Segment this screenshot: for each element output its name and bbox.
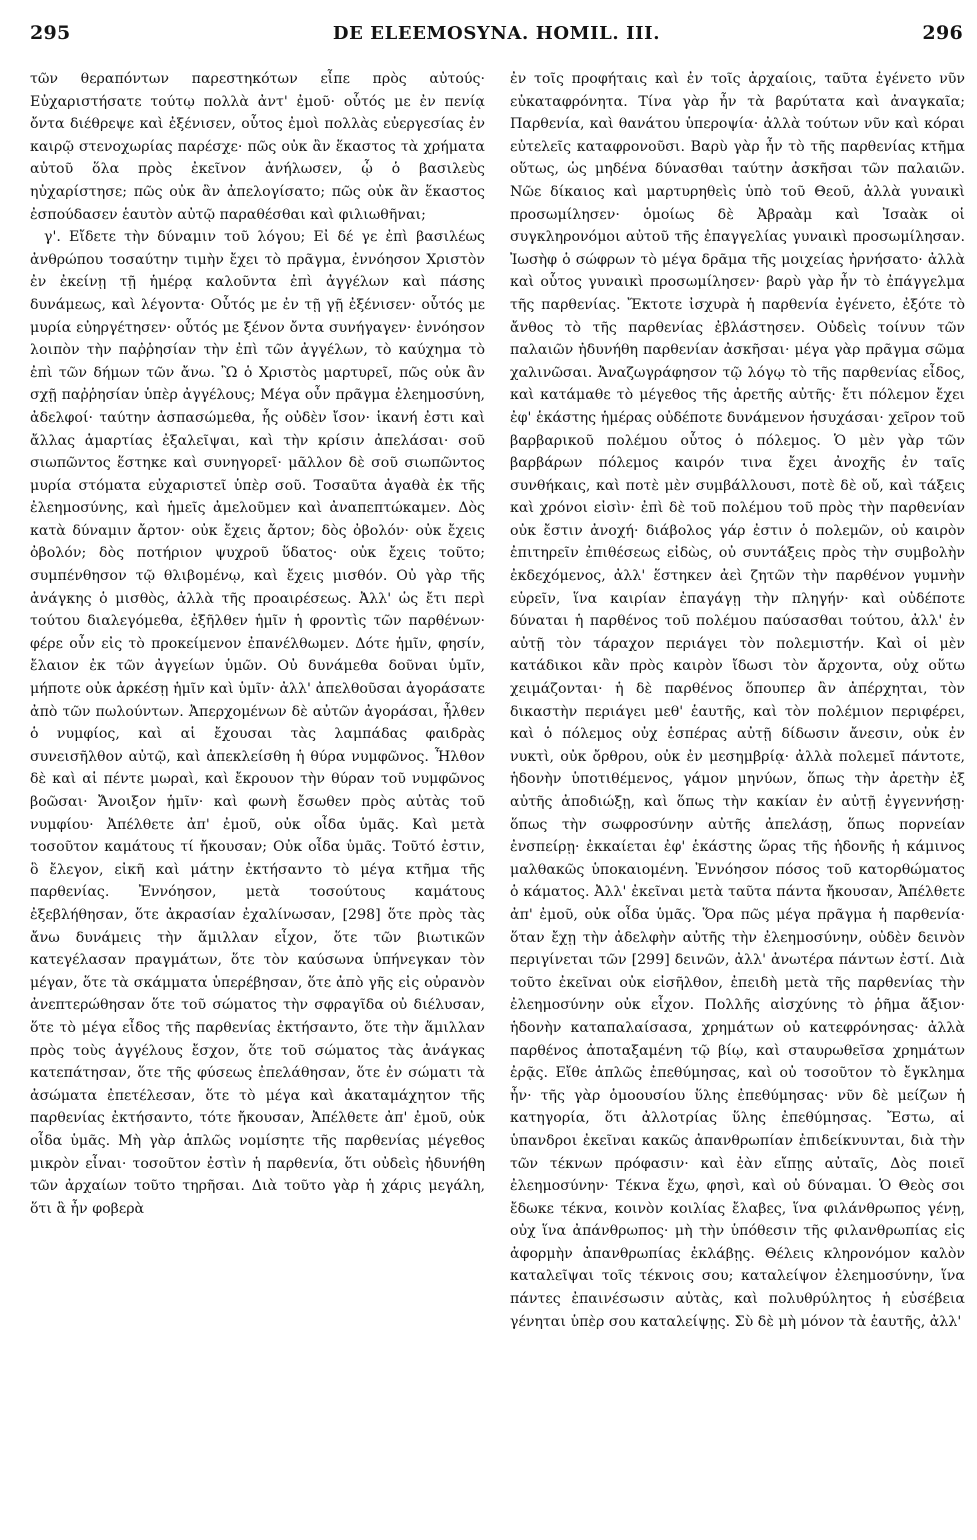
running-title: DE ELEEMOSYNA. HOMIL. III. xyxy=(332,23,661,44)
paragraph: τῶν θεραπόντων παρεστηκότων εἶπε πρὸς αὐτούς· Εὐχαριστήσατε τούτῳ πολλὰ ἀντ' ἐμοῦ· οὗτός με ἐν πενίᾳ ὄντα διέθρεψε καὶ ἐξένισεν, οὗτος ἐμοὶ πολλὰς εὐεργεσίας ἐν καιρῷ στενοχωρίας παρέσχε· πῶς οὐκ ἂν ἕκαστος τὰ χρήματα αὐτοῦ ὅλα πρὸς ἐκεῖνον ἀνήλωσεν, ᾧ ὁ βασιλεὺς ηὐχαρίστησε; πῶς οὐκ ἂν ἀπελογίσατο; πῶς οὐκ ἂν ἕκαστος ἐσπούδασεν ἑαυτὸν αὐτῷ παραθέσθαι καὶ φιλιωθῆναι; xyxy=(30,71,485,223)
running-header xyxy=(30,14,963,44)
right-column xyxy=(510,68,965,1538)
left-column xyxy=(30,68,485,1538)
paragraph: γ'. Εἴδετε τὴν δύναμιν τοῦ λόγου; Εἰ δέ γε ἐπὶ βασιλέως ἀνθρώπου τοσαύτην τιμὴν ἔχει τὸ πρᾶγμα, ἐννόησον Χριστὸν ἐν ἐκείνῃ τῇ ἡμέρᾳ καλοῦντα ἐπὶ ἀγγέλων καὶ πάσης δυνάμεως, καὶ λέγοντα· Οὗτός με ἐν τῇ γῇ ἐξένισεν· οὗτός με μυρία εὐηργέτησεν· οὗτός με ξένον ὄντα συνήγαγεν· ἐννόησον λοιπὸν τὴν παῤῥησίαν τὴν ἐπὶ τῶν ἀγγέλων, τὸ καύχημα τὸ ἐπὶ τῶν δήμων τῶν ἄνω. Ὢ ὁ Χριστὸς μαρτυρεῖ, πῶς οὐκ ἂν σχῇ παῤῥησίαν ὑπὲρ ἀγγέλους; Μέγα οὖν πρᾶγμα ἐλεημοσύνη, ἀδελφοί· ταύτην ἀσπασώμεθα, ἧς οὐδὲν ἴσον· ἱκανή ἐστι καὶ ἄλλας ἁμαρτίας ἐξαλεῖψαι, καὶ τὴν κρίσιν ἀπελάσαι· σοῦ σιωπῶντος ἕστηκε καὶ συνηγορεῖ· μᾶλλον δὲ σοῦ σιωπῶντος μυρία στόματα εὐχαριστεῖ ὑπὲρ σοῦ. Τοσαῦτα ἀγαθὰ ἐκ τῆς ἐλεημοσύνης, καὶ ἡμεῖς ἀμελοῦμεν καὶ ἀναπεπτώκαμεν. Δὸς κατὰ δύναμιν ἄρτον· οὐκ ἔχεις ἄρτον; δὸς ὀβολόν· οὐκ ἔχεις ὀβολόν; δὸς ποτήριον ψυχροῦ ὕδατος· οὐκ ἔχεις τοῦτο; συμπένθησον τῷ θλιβομένῳ, καὶ ἔχεις μισθόν. Οὐ γὰρ τῆς ἀνάγκης ὁ μισθὸς, ἀλλὰ τῆς προαιρέσεως. Ἀλλ' ὡς ἔτι περὶ τούτου διαλεγόμεθα, ἐξῆλθεν ἡμῖν ἡ φροντὶς τῶν παρθένων· φέρε οὖν εἰς τὸ προκείμενον ἐπανέλθωμεν. Δότε ἡμῖν, φησίν, ἔλαιον ἐκ τῶν ἀγγείων ὑμῶν. Οὐ δυνάμεθα δοῦναι ὑμῖν, μήποτε οὐκ ἀρκέσῃ ἡμῖν καὶ ὑμῖν· ἀλλ' ἀπελθοῦσαι ἀγοράσατε ἀπὸ τῶν πωλούντων. Ἀπερχομένων δὲ αὐτῶν ἀγοράσαι, ἦλθεν ὁ νυμφίος, καὶ αἱ ἔχουσαι τὰς λαμπάδας φαιδρὰς συνεισῆλθον αὐτῷ, καὶ ἀπεκλείσθη ἡ θύρα νυμφῶνος. Ἦλθον δὲ καὶ αἱ πέντε μωραὶ, καὶ ἔκρουον τὴν θύραν τοῦ νυμφῶνος βοῶσαι· Ἄνοιξον ἡμῖν· καὶ φωνὴ ἔσωθεν πρὸς αὐτὰς τοῦ νυμφίου· Ἀπέλθετε ἀπ' ἐμοῦ, οὐκ οἶδα ὑμᾶς. Καὶ μετὰ τοσοῦτον καμάτους τί ἤκουσαν; Οὐκ οἶδα ὑμᾶς. Τοῦτό ἐστιν, ὃ ἔλεγον, εἰκῆ καὶ μάτην ἐκτήσαντο τὸ μέγα κτῆμα τῆς παρθενίας. Ἐννόησον, μετὰ τοσούτους καμάτους ἐξεβλήθησαν, ὅτε ἀκρασίαν ἐχαλίνωσαν, [298] ὅτε πρὸς τὰς ἄνω δυνάμεις τὴν ἅμιλλαν εἶχον, ὅτε τῶν βιωτικῶν κατεγέλασαν πραγμάτων, ὅτε τὸν καύσωνα ὑπήνεγκαν τὸν μέγαν, ὅτε τὰ σκάμματα ὑπερέβησαν, ὅτε ἀπὸ γῆς εἰς οὐρανὸν ἀνεπτερώθησαν ὅτε τοῦ σώματος τὴν σφραγῖδα οὐ διέλυσαν, ὅτε τὸ μέγα εἶδος τῆς παρθενίας ἐκτήσαντο, ὅτε τὴν ἅμιλλαν πρὸς τοὺς ἀγγέλους ἔσχον, ὅτε τοῦ σώματος τὰς ἀνάγκας κατεπάτησαν, ὅτε τῆς φύσεως ἐπελάθησαν, ὅτε ἐν σώματι τὰ ἀσώματα ἐπετέλεσαν, ὅτε τὸ μέγα καὶ ἀκαταμάχητον τῆς παρθενίας ἐκτήσαντο, τότε ἤκουσαν, Ἀπέλθετε ἀπ' ἐμοῦ, οὐκ οἶδα ὑμᾶς. Μὴ γὰρ ἁπλῶς νομίσητε τῆς παρθενίας μέγεθος μικρὸν εἶναι· τοσοῦτον ἐστὶν ἡ παρθενία, ὅτι οὐδεὶς ἠδυνήθη τῶν ἀρχαίων τοῦτο τηρῆσαι. Διὰ τοῦτο γὰρ ἡ χάρις μεγάλη, ὅτι ἃ ἦν φοβερὰ xyxy=(30,229,485,1217)
page-number-left: 295 xyxy=(30,22,71,44)
page-number-right: 296 xyxy=(922,22,963,44)
paragraph: ἐν τοῖς προφήταις καὶ ἐν τοῖς ἀρχαίοις, ταῦτα ἐγένετο νῦν εὐκαταφρόνητα. Τίνα γὰρ ἦν τὰ βαρύτατα καὶ ἀναγκαῖα; Παρθενία, καὶ θανάτου ὑπεροψία· ἀλλὰ τούτων νῦν καὶ κόραι εὐτελεῖς καταφρονοῦσι. Βαρὺ γὰρ ἦν τὸ τῆς παρθενίας κτῆμα οὕτως, ὡς μηδένα δύνασθαι ταύτην ἀσκῆσαι τῶν παλαιῶν. Νῶε δίκαιος καὶ μαρτυρηθεὶς ὑπὸ τοῦ Θεοῦ, ἀλλὰ γυναικὶ προσωμίλησεν· ὁμοίως δὲ Ἀβραὰμ καὶ Ἰσαὰκ οἱ συγκληρονόμοι αὐτοῦ τῆς ἐπαγγελίας γυναικὶ προσωμίλησαν. Ἰωσὴφ ὁ σώφρων τὸ μέγα δρᾶμα τῆς μοιχείας ἠρνήσατο· ἀλλὰ καὶ οὗτος γυναικὶ προσωμίλησεν· βαρὺ γὰρ ἦν τὸ ἐπάγγελμα τῆς παρθενίας. Ἔκτοτε ἰσχυρὰ ἡ παρθενία ἐγένετο, ἐξότε τὸ ἄνθος τὸ τῆς παρθενίας ἐβλάστησεν. Οὐδεὶς τοίνυν τῶν παλαιῶν ἠδυνήθη παρθενίαν ἀσκῆσαι· μέγα γὰρ πρᾶγμα σῶμα χαλινῶσαι. Ἀναζωγράφησον τῷ λόγῳ τὸ τῆς παρθενίας εἶδος, καὶ κατάμαθε τὸ μέγεθος τῆς ἀρετῆς αὐτῆς· ἔτι πόλεμον ἔχει ἐφ' ἑκάστης ἡμέρας οὐδέποτε δυνάμενον ἡσυχάσαι· χεῖρον τοῦ βαρβαρικοῦ πολέμου οὗτος ὁ πόλεμος. Ὁ μὲν γὰρ τῶν βαρβάρων πόλεμος καιρόν τινα ἔχει ἀνοχῆς ἐν ταῖς συνθήκαις, καὶ ποτὲ μὲν συμβάλλουσι, ποτὲ δὲ οὔ, καὶ τάξεις καὶ χρόνοι εἰσὶν· ἐπὶ δὲ τοῦ πολέμου τοῦ πρὸς τὴν παρθενίαν οὐκ ἔστιν ἀνοχή· διάβολος γάρ ἐστιν ὁ πολεμῶν, οὐ καιρὸν ἐπιτηρεῖν ἐπιθέσεως εἰδὼς, οὐ συντάξεις πρὸς τὴν συμβολὴν ἐκδεχόμενος, ἀλλ' ἕστηκεν ἀεὶ ζητῶν τὴν παρθένον γυμνὴν εὑρεῖν, ἵνα καιρίαν ἐπαγάγῃ τὴν πληγήν· καὶ οὐδέποτε δύναται ἡ παρθένος τοῦ πολέμου παύσασθαι τούτου, ἀλλ' ἐν αὐτῇ τὸν τάραχον περιάγει τὸν πολεμιστήν. Καὶ οἱ μὲν κατάδικοι κἂν πρὸς καιρὸν ἴδωσι τὸν ἄρχοντα, οὐχ οὕτω χειμάζονται· ἡ δὲ παρθένος ὅπουπερ ἂν ἀπέρχηται, τὸν δικαστὴν περιάγει μεθ' ἑαυτῆς, καὶ τὸν πολέμιον περιφέρει, καὶ ὁ πόλεμος οὐχ ἑσπέρας αὐτῇ δίδωσιν ἄνεσιν, οὐκ ἐν νυκτὶ, οὐκ ὄρθρου, οὐκ ἐν μεσημβρίᾳ· ἀλλὰ πολεμεῖ πάντοτε, ἡδονὴν ὑποτιθέμενος, γάμον μηνύων, ὅπως τὴν ἀρετὴν ἐξ αὐτῆς ἀποδιώξῃ, καὶ ὅπως τὴν κακίαν ἐν αὐτῇ ἐγγεννήσῃ· ὅπως τὴν σωφροσύνην αὐτῆς ἀπελάσῃ, ὅπως πορνείαν ἐνσπείρῃ· ἐκκαίεται ἐφ' ἑκάστης ὥρας τῆς ἡδονῆς ἡ κάμινος μαλθακῶς ὑποκαιομένη. Ἐννόησον πόσος τοῦ κατορθώματος ὁ κάματος. Ἀλλ' ἐκεῖναι μετὰ ταῦτα πάντα ἤκουσαν, Ἀπέλθετε ἀπ' ἐμοῦ, οὐκ οἶδα ὑμᾶς. Ὅρα πῶς μέγα πρᾶγμα ἡ παρθενία· ὅταν ἔχῃ τὴν ἀδελφὴν αὐτῆς τὴν ἐλεημοσύνην, οὐδὲν δεινὸν περιγίνεται τῶν [299] δεινῶν, ἀλλ' ἀνωτέρα πάντων ἐστί. Διὰ τοῦτο ἐκεῖναι οὐκ εἰσῆλθον, ἐπειδὴ μετὰ τῆς παρθενίας τὴν ἐλεημοσύνην οὐκ εἶχον. Πολλῆς αἰσχύνης τὸ ῥῆμα ἄξιον· ἡδονὴν καταπαλαίσασα, χρημάτων οὐ κατεφρόνησας· ἀλλὰ παρθένος ἀποταξαμένη τῷ βίῳ, καὶ σταυρωθεῖσα χρημάτων ἐρᾷς. Εἴθε ἁπλῶς ἐπεθύμησας, καὶ οὐ τοσοῦτον τὸ ἔγκλημα ἦν· τῆς γὰρ ὁμοουσίου ὕλης ἐπεθύμησας· νῦν δὲ μείζων ἡ κατηγορία, ὅτι ἀλλοτρίας ὕλης ἐπεθύμησας. Ἔστω, αἱ ὑπανδροι ἐκεῖναι κακῶς ἀπανθρωπίαν ἐπιδείκνυνται, διὰ τὴν τῶν τέκνων πρόφασιν· καὶ ἐὰν εἴπῃς αὐταῖς, Δὸς ποιεῖ ἐλεημοσύνην· Τέκνα ἔχω, φησὶ, καὶ οὐ δύναμαι. Ὁ Θεὸς σοι ἔδωκε τέκνα, κοινὸν κοιλίας ἔλαβες, ἵνα φιλάνθρωπος γένῃ, οὐχ ἵνα ἀπάνθρωπος· μὴ τὴν ὑπόθεσιν τῆς φιλανθρωπίας εἰς ἀφορμὴν ἀπανθρωπίας ἐκλάβῃς. Θέλεις κληρονόμον καλὸν καταλεῖψαι τοῖς τέκνοις σου; καταλείψον ἐλεημοσύνην, ἵνα πάντες ἐπαινέσωσιν αὐτὰς, καὶ πολυθρύλητος ἡ εὐσέβεια γένηται ὑπὲρ σου καταλείψῃς. Σὺ δὲ μὴ μόνον τὰ ἑαυτῆς, ἀλλ' xyxy=(510,71,965,1330)
